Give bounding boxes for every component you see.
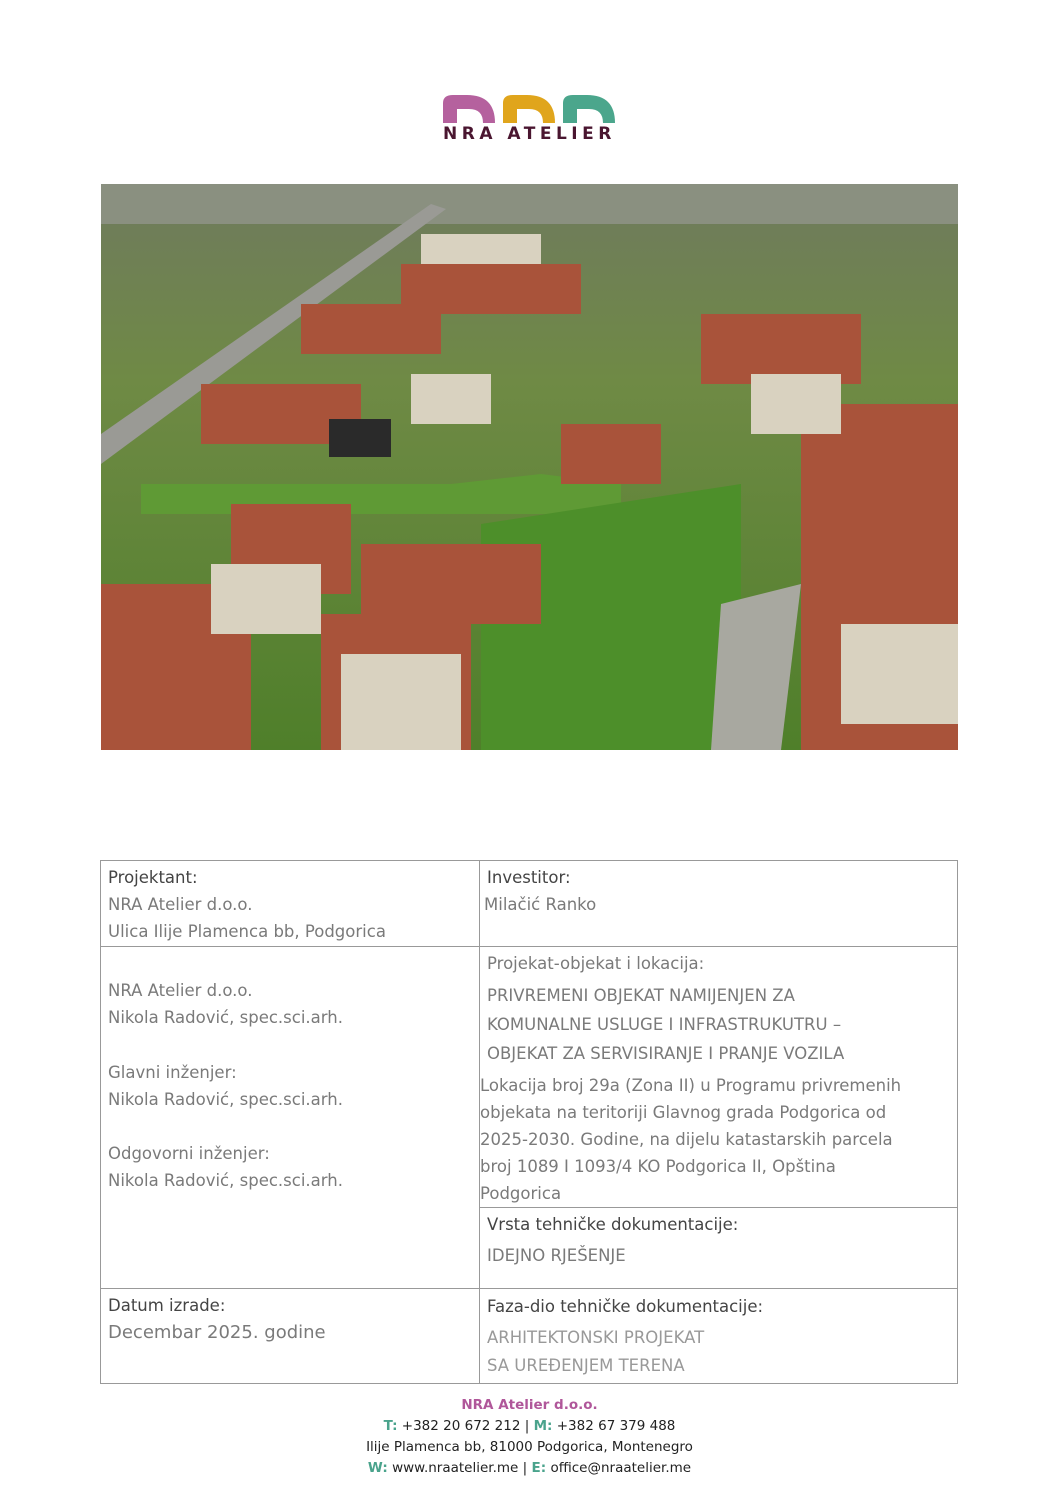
projekat-label: Projekat-objekat i lokacija: [487, 954, 705, 973]
datum-value: Decembar 2025. godine [108, 1322, 326, 1343]
email-label: E: [531, 1460, 547, 1476]
investitor-cell [479, 860, 958, 947]
lokacija-line: Lokacija broj 29a (Zona II) u Programu privremenih [480, 1076, 902, 1095]
faza-label: Faza-dio tehničke dokumentacije: [487, 1297, 764, 1316]
projektant-name: NRA Atelier d.o.o. [108, 895, 253, 914]
projekat-line: KOMUNALNE USLUGE I INFRASTRUKUTRU – [487, 1015, 842, 1034]
glavni-label: Glavni inženjer: [108, 1063, 237, 1082]
odgovorni-label: Odgovorni inženjer: [108, 1144, 270, 1163]
separator: | [524, 1418, 530, 1434]
footer-phone: +382 20 672 212 [401, 1418, 521, 1434]
projekat-line: OBJEKAT ZA SERVISIRANJE I PRANJE VOZILA [487, 1044, 845, 1063]
vrsta-cell [479, 1207, 958, 1289]
lokacija-line: broj 1089 I 1093/4 KO Podgorica II, Opština [480, 1157, 836, 1176]
projekat-title [487, 981, 844, 1068]
projektant-address: Ulica Ilije Plamenca bb, Podgorica [108, 922, 386, 941]
footer-phones [0, 1417, 1059, 1435]
faza-value [487, 1324, 704, 1380]
investitor-label: Investitor: [487, 868, 571, 887]
logo-text: NRA ATELIER [443, 124, 616, 144]
faza-line: ARHITEKTONSKI PROJEKAT [487, 1328, 705, 1347]
investitor-name: Milačić Ranko [484, 895, 597, 914]
vrsta-label: Vrsta tehničke dokumentacije: [487, 1215, 739, 1234]
web-label: W: [367, 1460, 388, 1476]
footer-contacts [0, 1459, 1059, 1477]
datum-cell [100, 1288, 480, 1384]
projektant-label: Projektant: [108, 868, 198, 887]
team-author: Nikola Radović, spec.sci.arh. [108, 1008, 343, 1027]
lokacija-line: 2025-2030. Godine, na dijelu katastarskih parcela [480, 1130, 893, 1149]
projekat-line: PRIVREMENI OBJEKAT NAMIJENJEN ZA [487, 986, 795, 1005]
lokacija-line: objekata na teritoriji Glavnog grada Podgorica od [480, 1103, 887, 1122]
team-company: NRA Atelier d.o.o. [108, 981, 253, 1000]
lokacija-line: Podgorica [480, 1184, 562, 1203]
faza-line: SA UREĐENJEM TERENA [487, 1356, 685, 1375]
team-cell [100, 946, 480, 1289]
faza-cell [479, 1288, 958, 1384]
datum-label: Datum izrade: [108, 1296, 226, 1315]
separator: | [522, 1460, 528, 1476]
footer-address: Ilije Plamenca bb, 81000 Podgorica, Montenegro [366, 1439, 693, 1455]
glavni-name: Nikola Radović, spec.sci.arh. [108, 1090, 343, 1109]
footer-company: NRA Atelier d.o.o. [461, 1397, 598, 1413]
odgovorni-name: Nikola Radović, spec.sci.arh. [108, 1171, 343, 1190]
footer-email-link[interactable]: office@nraatelier.me [550, 1460, 692, 1476]
mobile-label: M: [533, 1418, 553, 1434]
projektant-cell [100, 860, 480, 947]
projekat-cell [479, 946, 958, 1208]
footer-web-link[interactable]: www.nraatelier.me [392, 1460, 519, 1476]
footer-mobile: +382 67 379 488 [556, 1418, 676, 1434]
aerial-photo [101, 184, 958, 750]
lokacija-text [480, 1072, 901, 1207]
phone-label: T: [383, 1418, 398, 1434]
vrsta-value: IDEJNO RJEŠENJE [487, 1246, 626, 1265]
